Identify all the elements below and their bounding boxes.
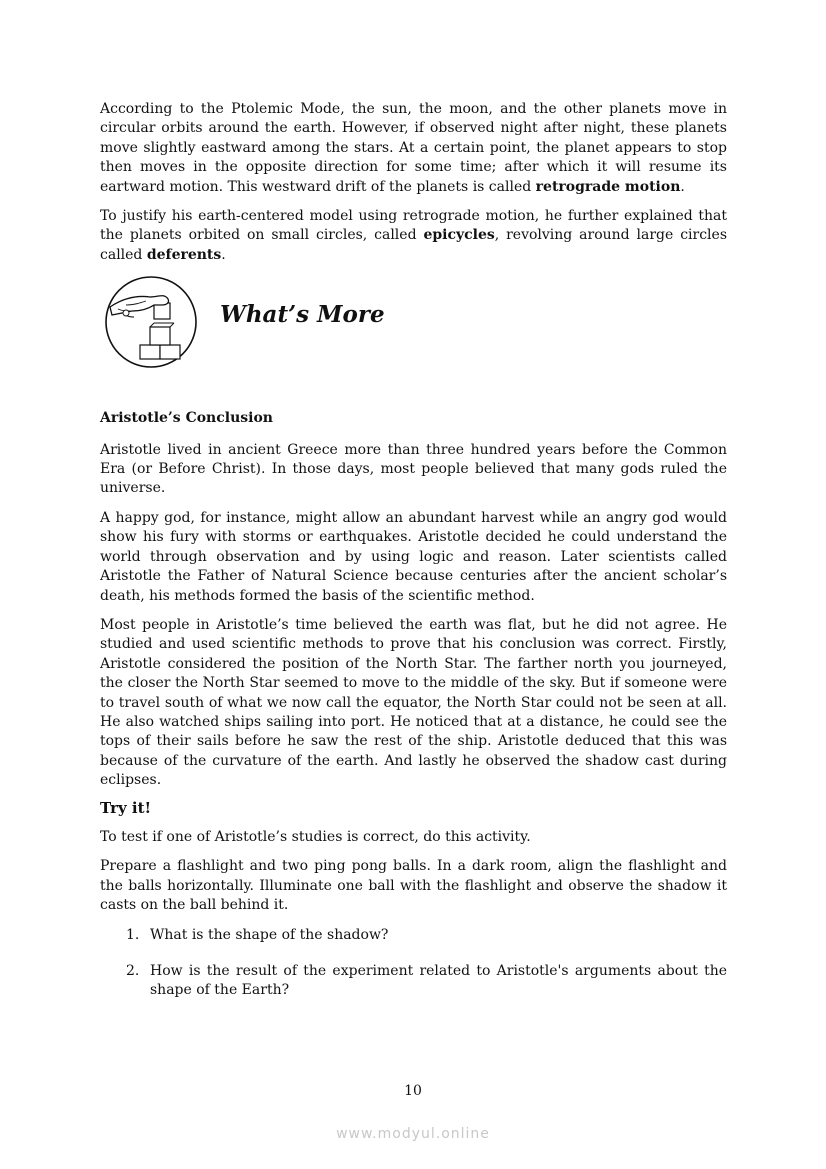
intro-paragraph-2: To justify his earth-centered model using retrograde motion, he further explained that the planets orbited on small circles, called epicycles, revolving around large circles called deferents. — [100, 208, 727, 263]
conclusion-paragraph: Aristotle lived in ancient Greece more than three hundred years before the Common Era (or Before Christ). In those days, most people believed that many gods ruled the universe. — [100, 441, 727, 497]
conclusion-heading: Aristotle’s Conclusion — [100, 410, 273, 427]
term-epicycles: epicycles — [423, 227, 495, 244]
question-text: What is the shape of the shadow? — [150, 926, 389, 943]
intro-paragraph-1: According to the Ptolemic Mode, the sun, the moon, and the other planets move in circular orbits around the earth. However, if observed night after night, these planets move slightly eastward among the stars. At a certain point, the planet appears to stop then moves in the opposite direction for some time; after which it will resume its eartward motion. This westward drift of the planets is called retrograde motion. — [100, 101, 727, 195]
question-item — [100, 926, 727, 945]
conclusion-paragraph: A happy god, for instance, might allow an abundant harvest while an angry god would show his fury with storms or earthquakes. Aristotle decided he could understand the world through observation and by using logic and reason. Later scientists called Aristotle the Father of Natural Science because centuries after the ancient scholar’s death, his methods formed the basis of the scientific method. — [100, 509, 727, 604]
conclusion-paragraph: Most people in Aristotle’s time believed the earth was flat, but he did not agree. He studied and used scientific methods to prove that his conclusion was correct. Firstly, Aristotle considered the position of the North Star. The farther north you journeyed, the closer the North Star seemed to move to the middle of the sky. But if someone were to travel south of what we now call the equator, the North Star could not be seen at all. He also watched ships sailing into port. He noticed that at a distance, he could see the tops of their sails before he saw the rest of the ship. Aristotle deduced that this was because of the curvature of the earth. And lastly he observed the shadow cast during eclipses. — [100, 616, 727, 789]
question-list — [100, 926, 727, 1001]
section-title: What’s More — [220, 301, 385, 329]
question-text: How is the result of the experiment related to Aristotle's arguments about the shape of the Earth? — [150, 963, 727, 999]
question-number: 2. — [126, 963, 140, 979]
whats-more-header — [100, 275, 727, 373]
question-item — [100, 962, 727, 1001]
watermark: www.modyul.online — [336, 1126, 490, 1142]
term-retrograde-motion: retrograde motion — [535, 178, 681, 195]
hand-stacking-blocks-icon — [104, 275, 198, 369]
question-number: 1. — [126, 926, 140, 943]
activity-intro: To test if one of Aristotle’s studies is correct, do this activity. — [100, 828, 531, 845]
term-deferents: deferents — [146, 246, 222, 263]
page-number: 10 — [404, 1083, 422, 1099]
activity-instructions: Prepare a flashlight and two ping pong balls. In a dark room, align the flashlight and the balls horizontally. Illuminate one ball with the flashlight and observe the shadow it casts on the ball behind it. — [100, 858, 727, 914]
try-it-heading: Try it! — [100, 798, 152, 817]
page-content — [100, 100, 727, 1018]
